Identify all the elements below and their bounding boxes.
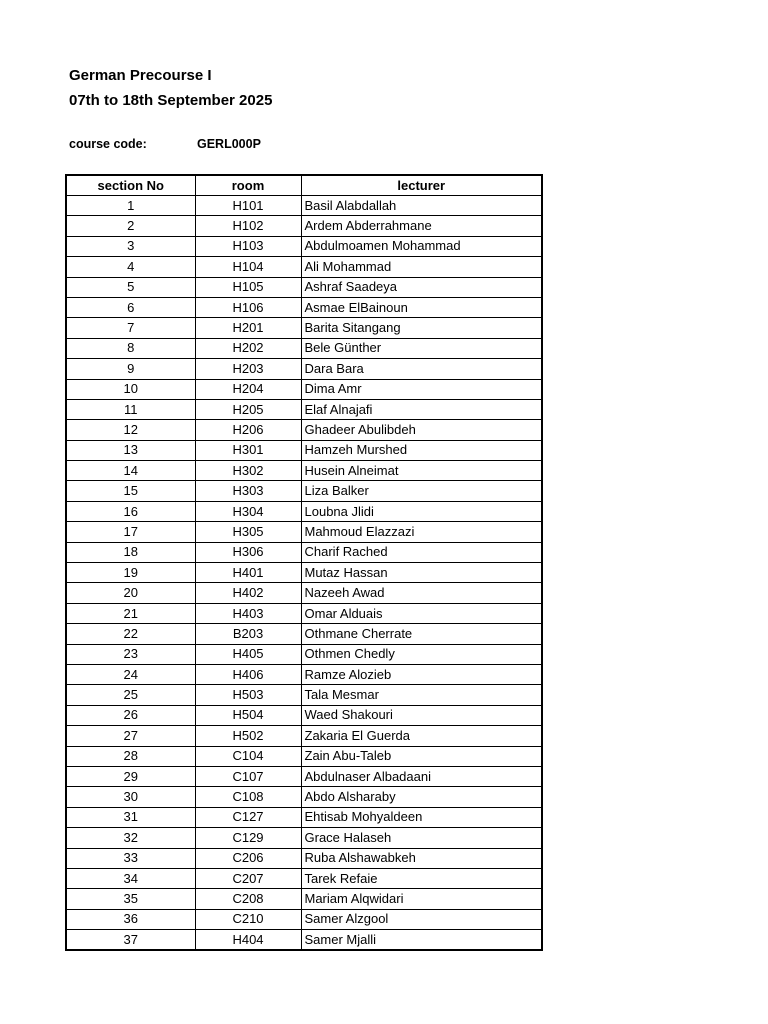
section-number-cell: 15 bbox=[66, 481, 195, 501]
section-number-cell: 2 bbox=[66, 216, 195, 236]
section-number-cell: 24 bbox=[66, 664, 195, 684]
table-row bbox=[66, 216, 542, 236]
table-row bbox=[66, 685, 542, 705]
lecturer-cell: Ehtisab Mohyaldeen bbox=[301, 807, 542, 827]
room-cell: H203 bbox=[195, 359, 301, 379]
table-row bbox=[66, 787, 542, 807]
section-number-cell: 23 bbox=[66, 644, 195, 664]
table-row bbox=[66, 359, 542, 379]
lecturer-cell: Charif Rached bbox=[301, 542, 542, 562]
course-title: German Precourse I bbox=[69, 67, 212, 84]
section-number-cell: 17 bbox=[66, 522, 195, 542]
table-row bbox=[66, 583, 542, 603]
lecturer-cell: Barita Sitangang bbox=[301, 318, 542, 338]
room-cell: H202 bbox=[195, 338, 301, 358]
section-number-cell: 10 bbox=[66, 379, 195, 399]
table-row bbox=[66, 848, 542, 868]
table-row bbox=[66, 461, 542, 481]
lecturer-cell: Asmae ElBainoun bbox=[301, 297, 542, 317]
section-number-cell: 3 bbox=[66, 236, 195, 256]
lecturer-cell: Ruba Alshawabkeh bbox=[301, 848, 542, 868]
room-cell: H204 bbox=[195, 379, 301, 399]
room-cell: H504 bbox=[195, 705, 301, 725]
table-row bbox=[66, 318, 542, 338]
section-number-cell: 20 bbox=[66, 583, 195, 603]
room-cell: H104 bbox=[195, 257, 301, 277]
section-number-cell: 21 bbox=[66, 603, 195, 623]
lecturer-cell: Samer Alzgool bbox=[301, 909, 542, 929]
room-cell: H101 bbox=[195, 196, 301, 216]
table-row bbox=[66, 930, 542, 950]
table-header-row bbox=[66, 175, 542, 196]
section-number-cell: 32 bbox=[66, 828, 195, 848]
table-row bbox=[66, 236, 542, 256]
table-row bbox=[66, 664, 542, 684]
lecturer-cell: Dima Amr bbox=[301, 379, 542, 399]
section-number-cell: 29 bbox=[66, 766, 195, 786]
room-cell: H102 bbox=[195, 216, 301, 236]
table-row bbox=[66, 257, 542, 277]
room-cell: C210 bbox=[195, 909, 301, 929]
lecturer-cell: Waed Shakouri bbox=[301, 705, 542, 725]
room-cell: C129 bbox=[195, 828, 301, 848]
room-cell: H405 bbox=[195, 644, 301, 664]
course-code-value: GERL000P bbox=[197, 137, 261, 151]
table-row bbox=[66, 909, 542, 929]
section-number-cell: 6 bbox=[66, 297, 195, 317]
lecturer-cell: Grace Halaseh bbox=[301, 828, 542, 848]
table-row bbox=[66, 624, 542, 644]
room-cell: C127 bbox=[195, 807, 301, 827]
lecturer-cell: Mahmoud Elazzazi bbox=[301, 522, 542, 542]
lecturer-cell: Hamzeh Murshed bbox=[301, 440, 542, 460]
section-number-cell: 19 bbox=[66, 563, 195, 583]
section-number-cell: 18 bbox=[66, 542, 195, 562]
room-cell: H105 bbox=[195, 277, 301, 297]
room-cell: H406 bbox=[195, 664, 301, 684]
table-body bbox=[66, 196, 542, 950]
lecturer-cell: Othmane Cherrate bbox=[301, 624, 542, 644]
table-row bbox=[66, 522, 542, 542]
lecturer-cell: Mutaz Hassan bbox=[301, 563, 542, 583]
lecturer-cell: Bele Günther bbox=[301, 338, 542, 358]
lecturer-cell: Tala Mesmar bbox=[301, 685, 542, 705]
lecturer-cell: Zain Abu-Taleb bbox=[301, 746, 542, 766]
section-number-cell: 33 bbox=[66, 848, 195, 868]
section-number-cell: 26 bbox=[66, 705, 195, 725]
table-row bbox=[66, 542, 542, 562]
table-row bbox=[66, 868, 542, 888]
sections-table bbox=[65, 174, 543, 951]
table-header bbox=[66, 175, 542, 196]
lecturer-cell: Elaf Alnajafi bbox=[301, 399, 542, 419]
lecturer-cell: Nazeeh Awad bbox=[301, 583, 542, 603]
lecturer-cell: Othmen Chedly bbox=[301, 644, 542, 664]
room-cell: H502 bbox=[195, 726, 301, 746]
lecturer-cell: Omar Alduais bbox=[301, 603, 542, 623]
header-section-no: section No bbox=[66, 175, 195, 196]
lecturer-cell: Zakaria El Guerda bbox=[301, 726, 542, 746]
table-row bbox=[66, 338, 542, 358]
table-row bbox=[66, 889, 542, 909]
lecturer-cell: Ramze Alozieb bbox=[301, 664, 542, 684]
table-row bbox=[66, 399, 542, 419]
lecturer-cell: Tarek Refaie bbox=[301, 868, 542, 888]
header-lecturer: lecturer bbox=[301, 175, 542, 196]
lecturer-cell: Ashraf Saadeya bbox=[301, 277, 542, 297]
room-cell: H305 bbox=[195, 522, 301, 542]
table-row bbox=[66, 766, 542, 786]
lecturer-cell: Abdulnaser Albadaani bbox=[301, 766, 542, 786]
room-cell: H404 bbox=[195, 930, 301, 950]
table-row bbox=[66, 807, 542, 827]
lecturer-cell: Mariam Alqwidari bbox=[301, 889, 542, 909]
section-number-cell: 16 bbox=[66, 501, 195, 521]
table-row bbox=[66, 481, 542, 501]
room-cell: H403 bbox=[195, 603, 301, 623]
room-cell: H106 bbox=[195, 297, 301, 317]
lecturer-cell: Liza Balker bbox=[301, 481, 542, 501]
lecturer-cell: Abdo Alsharaby bbox=[301, 787, 542, 807]
table-row bbox=[66, 644, 542, 664]
lecturer-cell: Ghadeer Abulibdeh bbox=[301, 420, 542, 440]
section-number-cell: 1 bbox=[66, 196, 195, 216]
table-row bbox=[66, 563, 542, 583]
room-cell: H302 bbox=[195, 461, 301, 481]
table-row bbox=[66, 420, 542, 440]
room-cell: H301 bbox=[195, 440, 301, 460]
lecturer-cell: Ardem Abderrahmane bbox=[301, 216, 542, 236]
table-row bbox=[66, 297, 542, 317]
section-number-cell: 28 bbox=[66, 746, 195, 766]
section-number-cell: 4 bbox=[66, 257, 195, 277]
room-cell: H303 bbox=[195, 481, 301, 501]
table-row bbox=[66, 379, 542, 399]
section-number-cell: 30 bbox=[66, 787, 195, 807]
room-cell: C107 bbox=[195, 766, 301, 786]
table-row bbox=[66, 603, 542, 623]
room-cell: H206 bbox=[195, 420, 301, 440]
room-cell: H103 bbox=[195, 236, 301, 256]
lecturer-cell: Loubna Jlidi bbox=[301, 501, 542, 521]
course-dates: 07th to 18th September 2025 bbox=[69, 92, 273, 109]
room-cell: H402 bbox=[195, 583, 301, 603]
section-number-cell: 13 bbox=[66, 440, 195, 460]
table-row bbox=[66, 277, 542, 297]
room-cell: C208 bbox=[195, 889, 301, 909]
lecturer-cell: Abdulmoamen Mohammad bbox=[301, 236, 542, 256]
section-number-cell: 22 bbox=[66, 624, 195, 644]
section-number-cell: 31 bbox=[66, 807, 195, 827]
table-row bbox=[66, 196, 542, 216]
section-number-cell: 9 bbox=[66, 359, 195, 379]
table-row bbox=[66, 828, 542, 848]
lecturer-cell: Samer Mjalli bbox=[301, 930, 542, 950]
room-cell: H306 bbox=[195, 542, 301, 562]
section-number-cell: 11 bbox=[66, 399, 195, 419]
table-row bbox=[66, 746, 542, 766]
table-row bbox=[66, 705, 542, 725]
lecturer-cell: Basil Alabdallah bbox=[301, 196, 542, 216]
section-number-cell: 14 bbox=[66, 461, 195, 481]
section-number-cell: 27 bbox=[66, 726, 195, 746]
room-cell: H205 bbox=[195, 399, 301, 419]
room-cell: C108 bbox=[195, 787, 301, 807]
section-number-cell: 7 bbox=[66, 318, 195, 338]
room-cell: H401 bbox=[195, 563, 301, 583]
section-number-cell: 34 bbox=[66, 868, 195, 888]
section-number-cell: 37 bbox=[66, 930, 195, 950]
header-room: room bbox=[195, 175, 301, 196]
table-row bbox=[66, 726, 542, 746]
section-number-cell: 35 bbox=[66, 889, 195, 909]
lecturer-cell: Dara Bara bbox=[301, 359, 542, 379]
section-number-cell: 12 bbox=[66, 420, 195, 440]
section-number-cell: 36 bbox=[66, 909, 195, 929]
section-number-cell: 25 bbox=[66, 685, 195, 705]
course-code-label: course code: bbox=[69, 137, 147, 151]
table-row bbox=[66, 501, 542, 521]
room-cell: B203 bbox=[195, 624, 301, 644]
lecturer-cell: Ali Mohammad bbox=[301, 257, 542, 277]
room-cell: C206 bbox=[195, 848, 301, 868]
room-cell: H304 bbox=[195, 501, 301, 521]
room-cell: H503 bbox=[195, 685, 301, 705]
section-number-cell: 5 bbox=[66, 277, 195, 297]
section-number-cell: 8 bbox=[66, 338, 195, 358]
room-cell: C207 bbox=[195, 868, 301, 888]
table-row bbox=[66, 440, 542, 460]
room-cell: H201 bbox=[195, 318, 301, 338]
room-cell: C104 bbox=[195, 746, 301, 766]
lecturer-cell: Husein Alneimat bbox=[301, 461, 542, 481]
